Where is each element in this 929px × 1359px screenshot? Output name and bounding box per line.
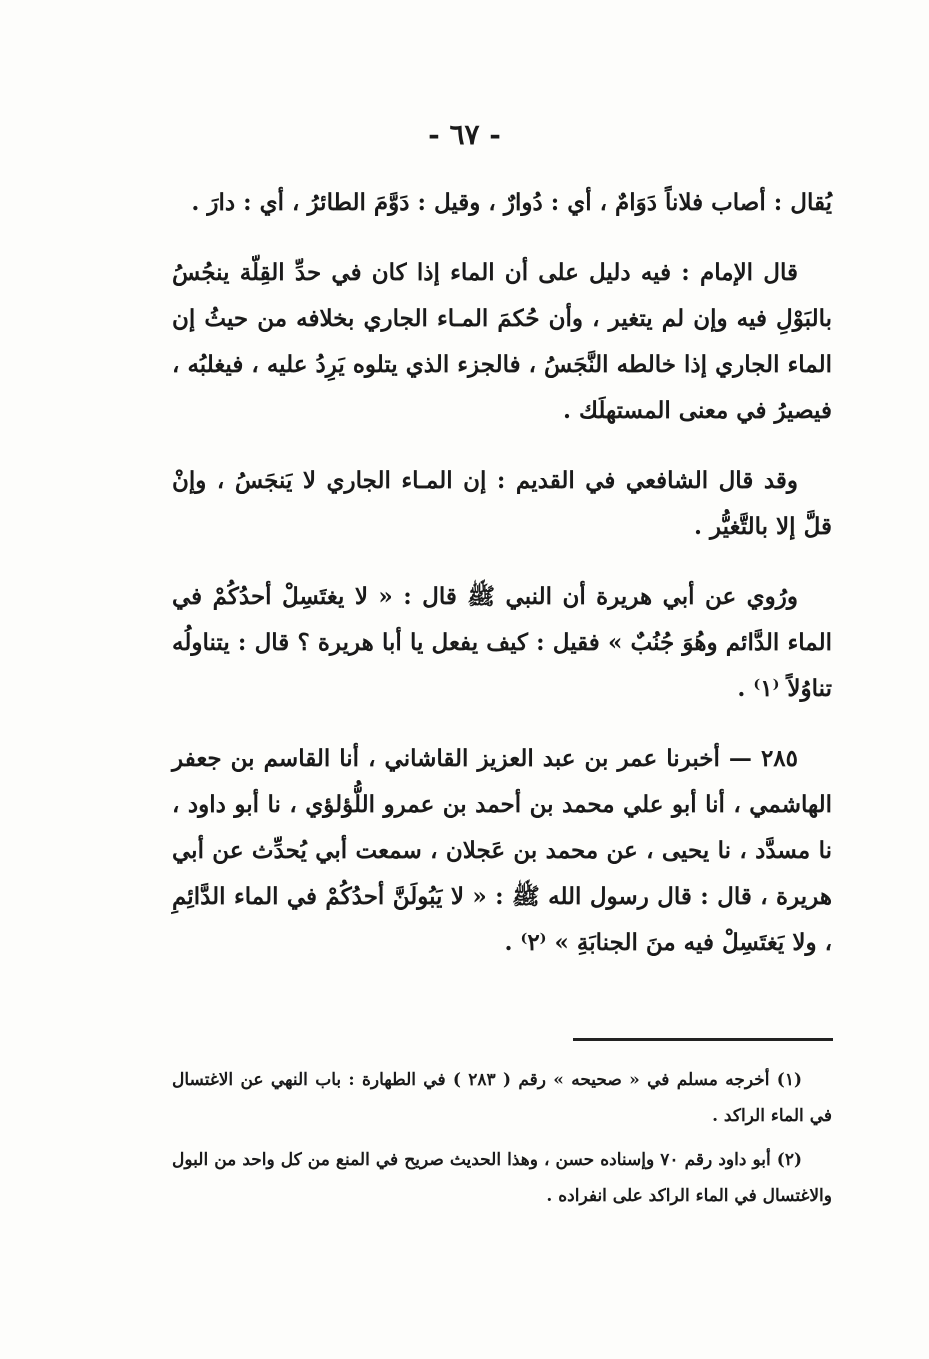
footnotes <box>172 1062 832 1222</box>
main-text <box>172 180 832 990</box>
paragraph-4: ورُوي عن أبي هريرة أن النبي ﷺ قال : « لا يغتَسِلْ أحدُكُمْ في الماء الدَّائم وهُوَ جُنُبٌ » فقيل : كيف يفعل يا أبا هريرة ؟ قال : يتناولُه تناوُلاً ⁽١⁾ . <box>172 583 832 702</box>
footnote-divider <box>573 1038 833 1041</box>
paragraph-3: وقد قال الشافعي في القديم : إن المـاء الجاري لا يَنجَسُ ، وإنْ قلَّ إلا بالتَّغيُّر . <box>172 467 832 540</box>
page-number: - ٦٧ - <box>428 118 501 151</box>
hadith-285: ٢٨٥ — أخبرنا عمر بن عبد العزيز القاشاني ، أنا القاسم بن جعفر الهاشمي ، أنا أبو علي محمد بن أحمد بن عمرو اللُّؤلؤي ، نا أبو داود ، نا مسدَّد ، نا يحيى ، عن محمد بن عَجلان ، سمعت أبي يُحدِّث عن أبي هريرة ، قال : قال رسول الله ﷺ : « لا يَبُولَنَّ أحدُكُمْ في الماء الدَّائِمِ ، ولا يَغتَسِلْ فيه منَ الجنابَةِ » ⁽٢⁾ . <box>172 745 832 956</box>
footnote-2: (٢) أبو داود رقم ٧٠ وإسناده حسن ، وهذا الحديث صريح في المنع من كل واحد من البول والاغتسال في الماء الراكد على انفراده . <box>172 1150 832 1206</box>
footnote-1: (١) أخرجه مسلم في « صحيحه » رقم ( ٢٨٣ ) في الطهارة : باب النهي عن الاغتسال في الماء الراكد . <box>172 1070 832 1126</box>
paragraph-1: يُقال : أصاب فلاناً دَوَامٌ ، أي : دُوارٌ ، وقيل : دَوَّمَ الطائرُ ، أي : دارَ . <box>191 189 832 216</box>
paragraph-2: قال الإمام : فيه دليل على أن الماء إذا كان في حدِّ القِلّة ينجُسُ بالبَوْلِ فيه وإن لم يتغير ، وأن حُكمَ المـاء الجاري بخلافه من حيثُ إن الماء الجاري إذا خالطه النَّجَسُ ، فالجزء الذي يتلوه يَرِدُ عليه ، فيغلبُه ، فيصيرُ في معنى المستهلَك . <box>172 259 832 424</box>
